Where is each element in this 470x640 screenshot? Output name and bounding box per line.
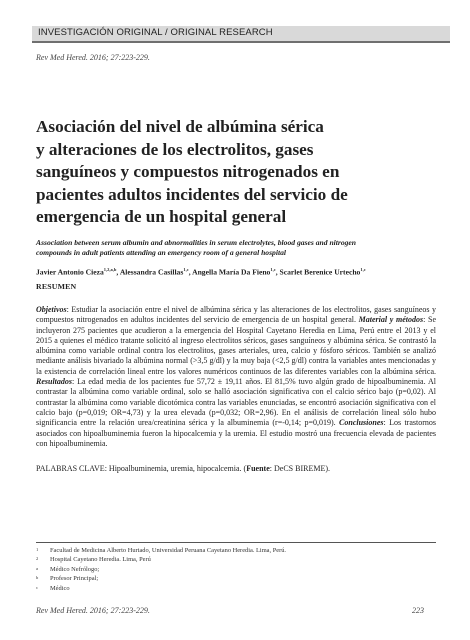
author-affiliation: 1,c [360, 267, 366, 272]
footnote-text: Facultad de Medicina Alberto Hurtado, Universidad Peruana Cayetano Heredia. Lima, Perú. [50, 547, 287, 554]
footnote-divider [36, 542, 436, 543]
footnote-marker: b [36, 575, 39, 581]
keywords-source-label: Fuente [246, 464, 270, 473]
author-separator: , [116, 267, 120, 277]
title-line: emergencia de un hospital general [36, 207, 287, 227]
metodos-text: : Se incluyeron 275 pacientes que acudieron a la emergencia del Hospital Cayetano Heredia en Lima, Perú entre el 2013 y el 2015 a quienes el médico tratante solicitó al ingreso electrolitos séricos, gases sanguíneos y albúmina sérica. Se contrastó la albúmina como variable ordinal contra los electrolitos, gases arteriales, urea, calcio y fósforo séricos. También se analizó mediante análisis bivariado la albúmina normal (>3,5 g/dl) y la muy baja (<2,5 g/dl) contra la variables antes mencionadas y la existencia de correlación lineal entre los valores numéricos continuos de las diferentes variables con la albúmina sérica. [36, 315, 436, 376]
footer-citation: Rev Med Hered. 2016; 27:223-229. [36, 606, 150, 615]
title-line: pacientes adultos incidentes del servicio de [36, 184, 348, 204]
author-name: Scarlet Berenice Urtecho [279, 267, 361, 277]
author-name: Angella María Da Fieno [192, 267, 271, 277]
author-name: Alessandra Casillas [119, 267, 184, 277]
footnote-marker: 1 [36, 547, 39, 552]
footnote-item [36, 574, 436, 583]
footnote-marker: 2 [36, 556, 39, 562]
author-affiliation: 1,c [270, 267, 276, 272]
footnote-item [36, 584, 436, 593]
keywords-line [36, 464, 436, 473]
resultados-text: : La edad media de los pacientes fue 57,72 ± 19,11 años. El 81,5% tuvo algún grado de hipoalbuminemia. Al contrastar la albúmina como variable ordinal, solo se halló asociación significativa con el calcio sérico bajo (p=0,02). Al contrastar la albúmina como variable dicotómica contra las variables enunciadas, se encontró asociación significativa con el calcio bajo (p=0,019; OR=4,73) y la urea elevada (p=0,032; OR=2,96). En el análisis de correlación lineal sólo hubo significancia entre la relación urea/creatinina sérica y la albuminemia (r=-0,14; p=0,019). [36, 377, 436, 428]
author-list [36, 267, 366, 277]
page-number: 223 [412, 606, 424, 615]
title-line: y alteraciones de los electrolitos, gases [36, 139, 314, 159]
objetivos-label: Objetivos [36, 305, 67, 314]
author-separator: , [275, 267, 280, 277]
footnote-text: Médico Nefrólogo; [50, 565, 100, 573]
objetivos-text: : Estudiar la asociación entre el nivel de albúmina sérica y las alteraciones de los electrolitos, gases sanguíneos y compuestos nitrogenados en adultos incidentes del servicio de emergencia de un hospital general. [36, 305, 436, 325]
keywords-text: : Hipoalbuminemia, uremia, hipocalcemia. ( [104, 464, 247, 473]
resumen-heading: RESUMEN [36, 282, 77, 291]
article-title [36, 116, 436, 229]
journal-citation: Rev Med Hered. 2016; 27:223-229. [36, 53, 150, 62]
keywords-label: PALABRAS CLAVE [36, 464, 105, 473]
keywords-source-text: : DeCS BIREME). [269, 464, 330, 473]
footnote-text: Hospital Cayetano Heredia. Lima, Perú [50, 556, 151, 564]
footnote-text: Profesor Principal; [50, 575, 99, 583]
footnote-item [36, 565, 436, 574]
title-line: Asociación del nivel de albúmina sérica [36, 117, 324, 136]
section-header-bar [32, 26, 450, 43]
title-line: sanguíneos y compuestos nitrogenados en [36, 162, 340, 182]
metodos-label: Material y métodos [358, 315, 424, 325]
abstract-body [36, 305, 436, 449]
english-title [36, 238, 436, 259]
conclusiones-text: : Los trastornos asociados con hipoalbuminemia fueron la hipocalcemia y la uremia. El estudio mostró una frecuencia elevada de pacientes con hipoalbuminemia. [36, 418, 437, 448]
footnote-marker: c [36, 584, 38, 590]
author-separator: , [188, 267, 193, 277]
conclusiones-label: Conclusiones [339, 418, 384, 428]
footnote-item [36, 546, 436, 555]
author-affiliation: 1,c [183, 267, 189, 272]
author-name: Javier Antonio Cieza [36, 267, 104, 277]
subtitle-line: compounds in adult patients attending an emergency room of a general hospital [36, 248, 286, 258]
footnotes [36, 546, 436, 593]
footnote-marker: a [36, 565, 38, 571]
footnote-text: Médico [50, 584, 70, 592]
subtitle-line: Association between serum albumin and abnormalities in serum electrolytes, blood gases and nitrogen [36, 238, 357, 247]
footnote-item [36, 555, 436, 564]
section-label: INVESTIGACIÓN ORIGINAL / ORIGINAL RESEARCH [38, 27, 273, 38]
resultados-label: Resultados [36, 377, 73, 387]
author-affiliation: 1,2,a,b [103, 267, 117, 272]
